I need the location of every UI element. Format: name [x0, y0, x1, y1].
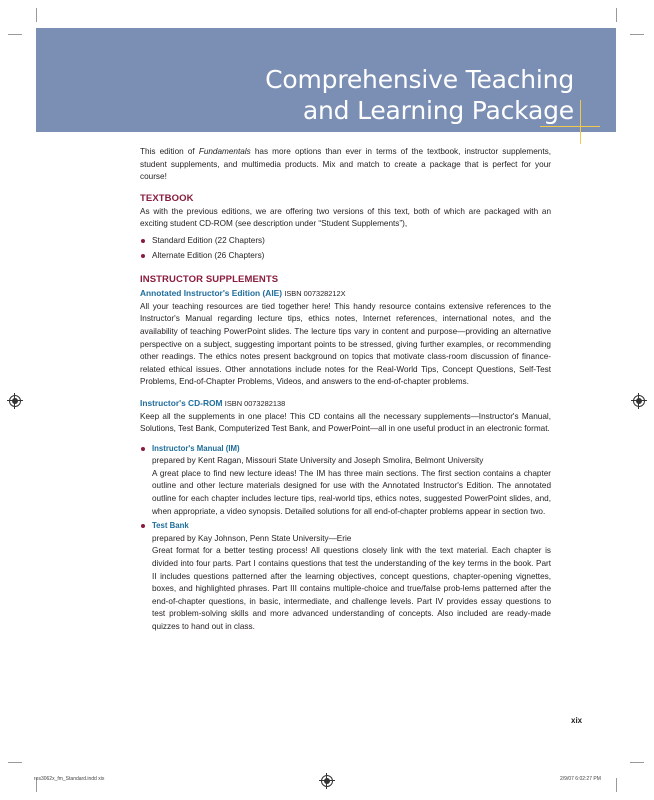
aie-subheading	[140, 287, 551, 301]
title-line-2: and Learning Package	[302, 96, 574, 125]
cdrom-subheading	[140, 397, 551, 411]
list-item	[140, 250, 551, 263]
accent-line	[580, 100, 581, 144]
accent-line	[540, 126, 600, 127]
list-item	[140, 443, 551, 519]
isbn: ISBN 0073282138	[224, 398, 286, 408]
item-byline: prepared by Kay Johnson, Penn State University—Erie	[152, 533, 352, 543]
crop-mark	[616, 778, 617, 792]
file-slug: ros3062x_fm_Standard.indd xix	[34, 776, 105, 782]
crop-mark	[616, 8, 617, 22]
page-title	[265, 64, 574, 126]
cdrom-paragraph: Keep all the supplements in one place! This CD contains all the necessary supplements—Instructor's Manual, Solutions, Test Bank, Computerized Test Bank, and PowerPoint—all in one useful product in an electronic format.	[140, 411, 551, 434]
registration-mark-icon	[9, 395, 21, 407]
item-title: Instructor's Manual (IM)	[152, 443, 240, 453]
content	[140, 146, 551, 636]
isbn: ISBN 007328212X	[284, 289, 346, 299]
item-text: Great format for a better testing process! All questions closely link with the text material. Each chapter is divided into four parts. Part I contains questions that test the understanding of the key terms in the book. Part II includes questions patterned after the learning objectives, concept questions, chapter-opening vignettes, boxes, and highlighted phrases. Part III contains multiple-choice and true/false prob-lems patterned after the end-of-chapter questions, in basic, intermediate, and challenge levels. Part IV provides essay questions to test problem-solving skills and more advanced understanding of concepts. Also included are ready-made quizzes to hand out in class.	[152, 546, 551, 631]
registration-mark-icon	[633, 395, 645, 407]
intro-paragraph	[140, 146, 551, 184]
crop-mark	[630, 762, 644, 763]
crop-mark	[630, 34, 644, 35]
intro-text: has more options than ever in terms of the textbook, instructor supplements, student supplements, and multimedia products. Mix and match to create a package that is perfect for your course!	[140, 147, 551, 182]
supplement-list	[140, 443, 551, 634]
list-item	[140, 235, 551, 248]
bullet-icon	[141, 254, 145, 258]
subheading-title: Instructor's CD-ROM	[140, 397, 223, 408]
bullet-icon	[141, 239, 145, 243]
list-item	[140, 520, 551, 633]
list-item-text: Alternate Edition (26 Chapters)	[152, 250, 265, 260]
textbook-paragraph: As with the previous editions, we are offering two versions of this text, both of which are packaged with an exciting student CD-ROM (see description under “Student Supplements”),	[140, 206, 551, 229]
subheading-title: Annotated Instructor's Edition (AIE)	[140, 288, 283, 299]
item-title: Test Bank	[152, 521, 189, 531]
aie-paragraph: All your teaching resources are tied together here! This handy resource contains extensive references to the Instructor's Manual regarding lecture tips, ethics notes, Internet references, international notes, and the availability of teaching PowerPoint slides. The lecture tips vary in content and purpose—providing an alternative perspective on a subject, suggesting important points to be stressed, giving further examples, or recommending other readings. The ethics notes present background on topics that motivate class-room discussion of finance-related ethical issues. Other annotations include notes for the Real-World Tips, Concept Questions, Self-Test Problems, End-of-Chapter Problems, Videos, and answers to the end-of-chapter problems.	[140, 301, 551, 387]
section-heading-instructor: INSTRUCTOR SUPPLEMENTS	[140, 274, 279, 286]
list-item-text: Standard Edition (22 Chapters)	[152, 235, 265, 245]
textbook-edition-list	[140, 235, 551, 262]
intro-text: This edition of	[140, 147, 199, 156]
crop-mark	[8, 34, 22, 35]
timestamp-slug: 2/9/07 6:02:27 PM	[560, 776, 601, 782]
book-title: Fundamentals	[198, 147, 251, 156]
crop-mark	[36, 8, 37, 22]
title-line-1: Comprehensive Teaching	[265, 65, 574, 94]
crop-mark	[8, 762, 22, 763]
item-text: A great place to find new lecture ideas! The IM has three main sections. The first section contains a chapter outline and other lecture materials designed for use with the Annotated Instructor's Edition. The annotated outline for each chapter includes lecture tips, real-world tips, ethics notes, suggested PowerPoint slides, and, when appropriate, a video synopsis. Detailed solutions for all end-of-chapter problems appear in section two.	[152, 468, 551, 516]
bullet-icon	[141, 524, 145, 528]
registration-mark-icon	[321, 775, 333, 787]
section-heading-textbook: TEXTBOOK	[140, 192, 194, 204]
bullet-icon	[141, 447, 145, 451]
item-byline: prepared by Kent Ragan, Missouri State University and Joseph Smolira, Belmont University	[152, 456, 484, 466]
page-number: xix	[571, 716, 583, 725]
